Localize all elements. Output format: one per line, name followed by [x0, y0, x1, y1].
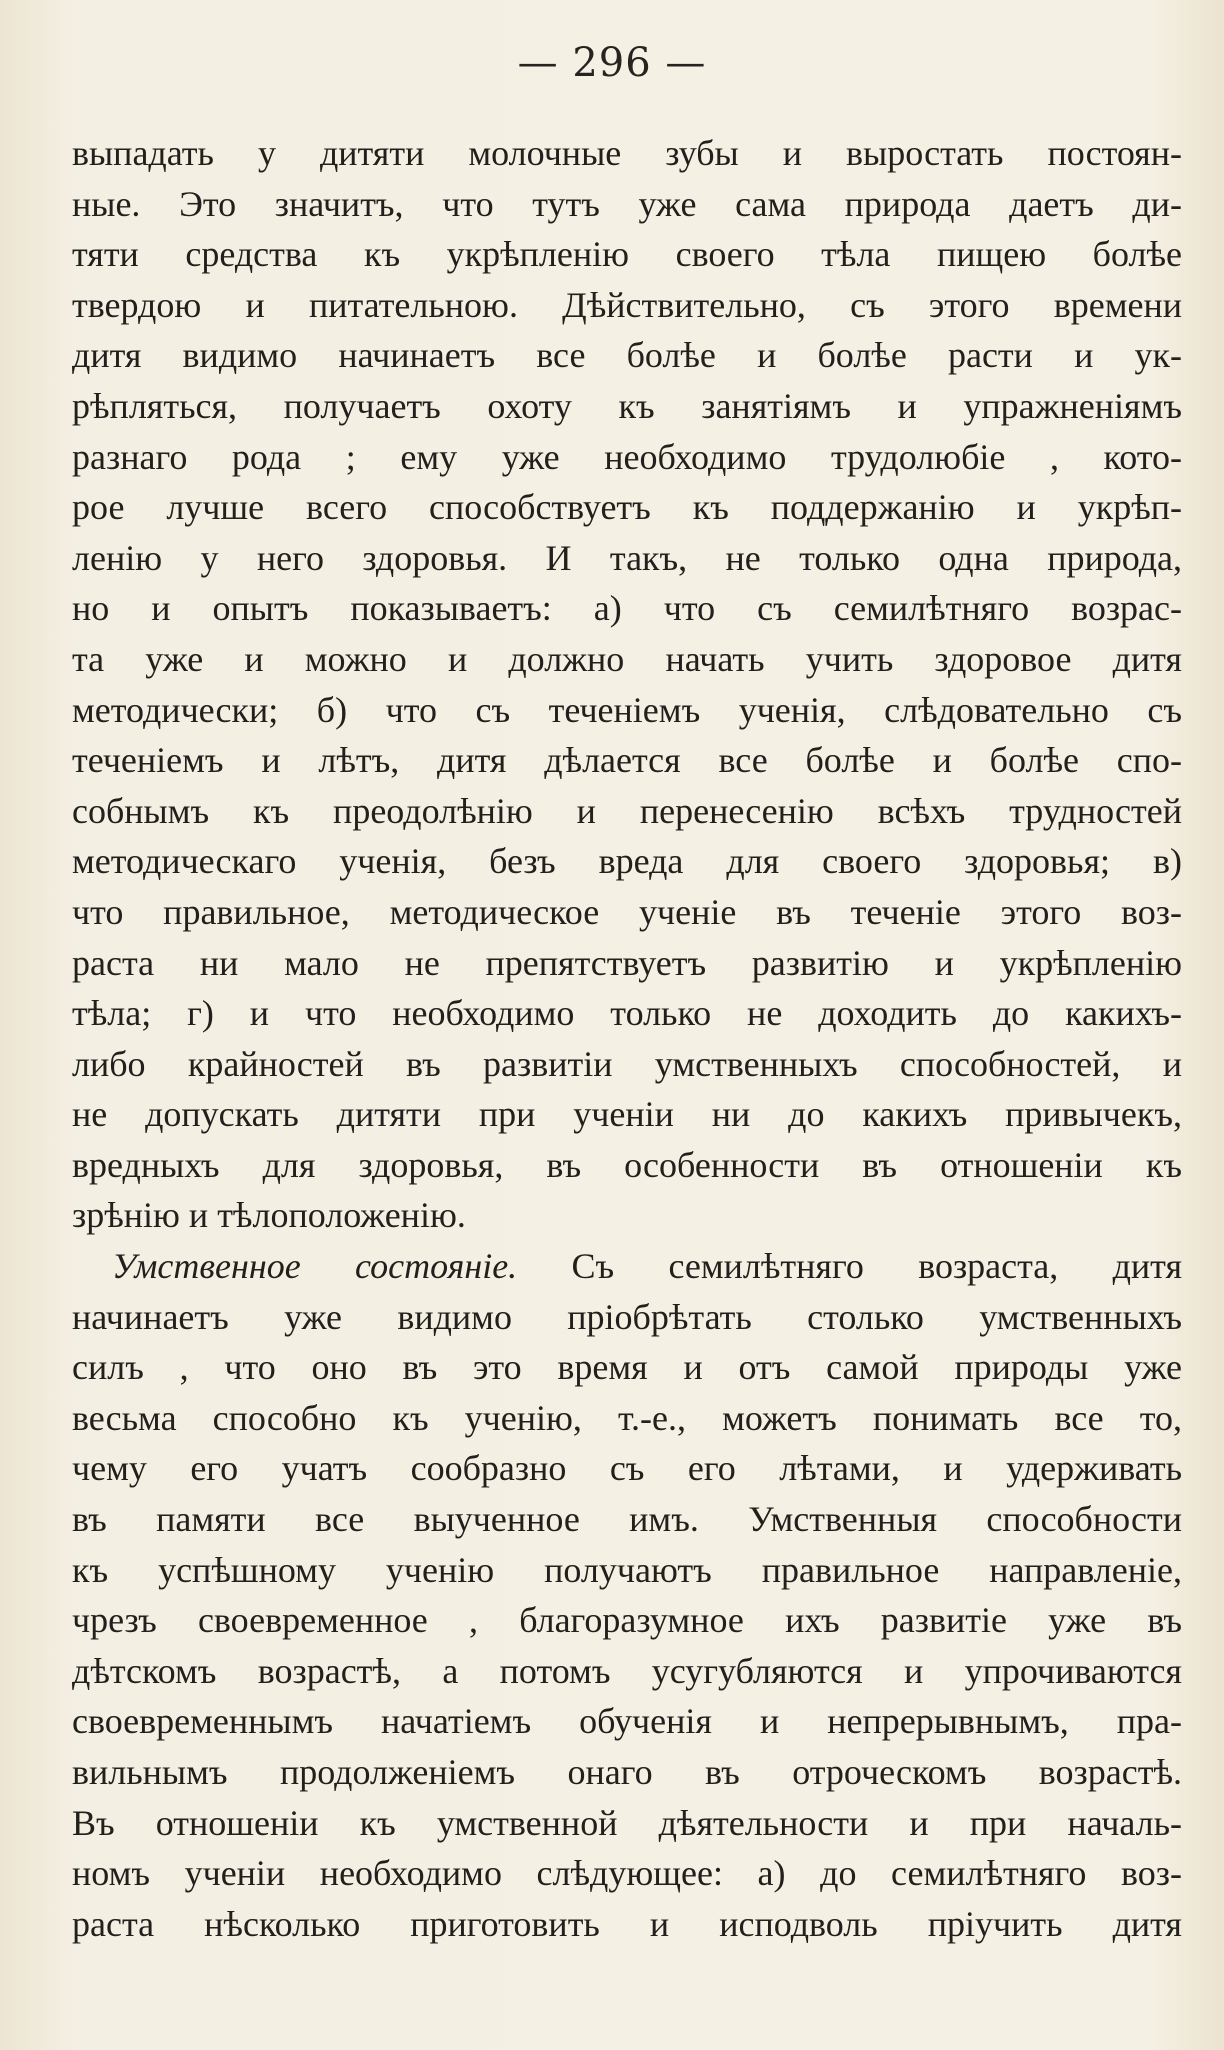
text-line: ленію у него здоровья. И такъ, не только одна природа,: [72, 537, 1182, 578]
text-line: твердою и питательною. Дѣйствительно, съ этого времени: [72, 284, 1182, 325]
text-line: дитя видимо начинаетъ все болѣе и болѣе расти и ук-: [72, 335, 1182, 376]
text-line: либо крайностей въ развитіи умственныхъ способностей, и: [72, 1043, 1182, 1084]
text-line: силъ , что оно въ это время и отъ самой природы уже: [72, 1347, 1182, 1388]
text-line: чему его учатъ сообразно съ его лѣтами, и удерживать: [72, 1448, 1182, 1489]
text-line: тяти средства къ укрѣпленію своего тѣла пищею болѣе: [72, 234, 1182, 275]
text-line: методически; б) что съ теченіемъ ученія, слѣдовательно съ: [72, 689, 1182, 730]
text-line: не допускать дитяти при ученіи ни до какихъ привычекъ,: [72, 1094, 1182, 1135]
text-line: методическаго ученія, безъ вреда для своего здоровья; в): [72, 841, 1182, 882]
text-line: раста ни мало не препятствуетъ развитію и укрѣпленію: [72, 942, 1182, 983]
text-line: рое лучше всего способствуетъ къ поддержанію и укрѣп-: [72, 487, 1182, 528]
text-line: въ памяти все выученное имъ. Умственныя способности: [72, 1499, 1182, 1540]
text-line: весьма способно къ ученію, т.-е., можетъ понимать все то,: [72, 1397, 1182, 1438]
text-line: разнаго рода ; ему уже необходимо трудолюбіе , кото-: [72, 436, 1182, 477]
text-line: вильнымъ продолженіемъ онаго въ отроческомъ возрастѣ.: [72, 1752, 1182, 1792]
text-line: начинаетъ уже видимо пріобрѣтать столько умственныхъ: [72, 1296, 1182, 1337]
page-number: — 296 —: [517, 40, 707, 86]
text-line: къ успѣшному ученію получаютъ правильное направленіе,: [72, 1549, 1182, 1590]
text-line: но и опытъ показываетъ: а) что съ семилѣтняго возрас-: [72, 588, 1182, 629]
text-line: своевременнымъ начатіемъ обученія и непрерывнымъ, пра-: [72, 1701, 1182, 1742]
text-line: тѣла; г) и что необходимо только не доходить до какихъ-: [72, 993, 1182, 1034]
paragraph-heading-line: [72, 1241, 1182, 1292]
section-heading: Умственное состояніе.: [112, 1246, 518, 1287]
text-line: ные. Это значитъ, что тутъ уже сама природа даетъ ди-: [72, 183, 1182, 224]
text-line: та уже и можно и должно начать учить здоровое дитя: [72, 638, 1182, 679]
text-line: Въ отношеніи къ умственной дѣятельности и при началь-: [72, 1802, 1182, 1843]
text-line: рѣпляться, получаетъ охоту къ занятіямъ и упражненіямъ: [72, 385, 1182, 426]
text-line: зрѣнію и тѣлоположенію.: [72, 1195, 466, 1236]
text-line: номъ ученіи необходимо слѣдующее: а) до семилѣтняго воз-: [72, 1853, 1182, 1894]
body-text: [72, 128, 1182, 1949]
text-fragment: Съ семилѣтняго возраста, дитя: [517, 1246, 1182, 1287]
text-line: теченіемъ и лѣтъ, дитя дѣлается все болѣе и болѣе спо-: [72, 740, 1182, 781]
text-line: вредныхъ для здоровья, въ особенности въ отношеніи къ: [72, 1144, 1182, 1185]
text-line: раста нѣсколько приготовить и исподволь пріучить дитя: [72, 1903, 1182, 1944]
text-line: дѣтскомъ возрастѣ, а потомъ усугубляются и упрочиваются: [72, 1650, 1182, 1691]
text-line: выпадать у дитяти молочные зубы и выростать постоян-: [72, 133, 1182, 173]
text-line: что правильное, методическое ученіе въ теченіе этого воз-: [72, 891, 1182, 932]
text-line: собнымъ къ преодолѣнію и перенесенію всѣхъ трудностей: [72, 790, 1182, 831]
text-line: чрезъ своевременное , благоразумное ихъ развитіе уже въ: [72, 1600, 1182, 1641]
